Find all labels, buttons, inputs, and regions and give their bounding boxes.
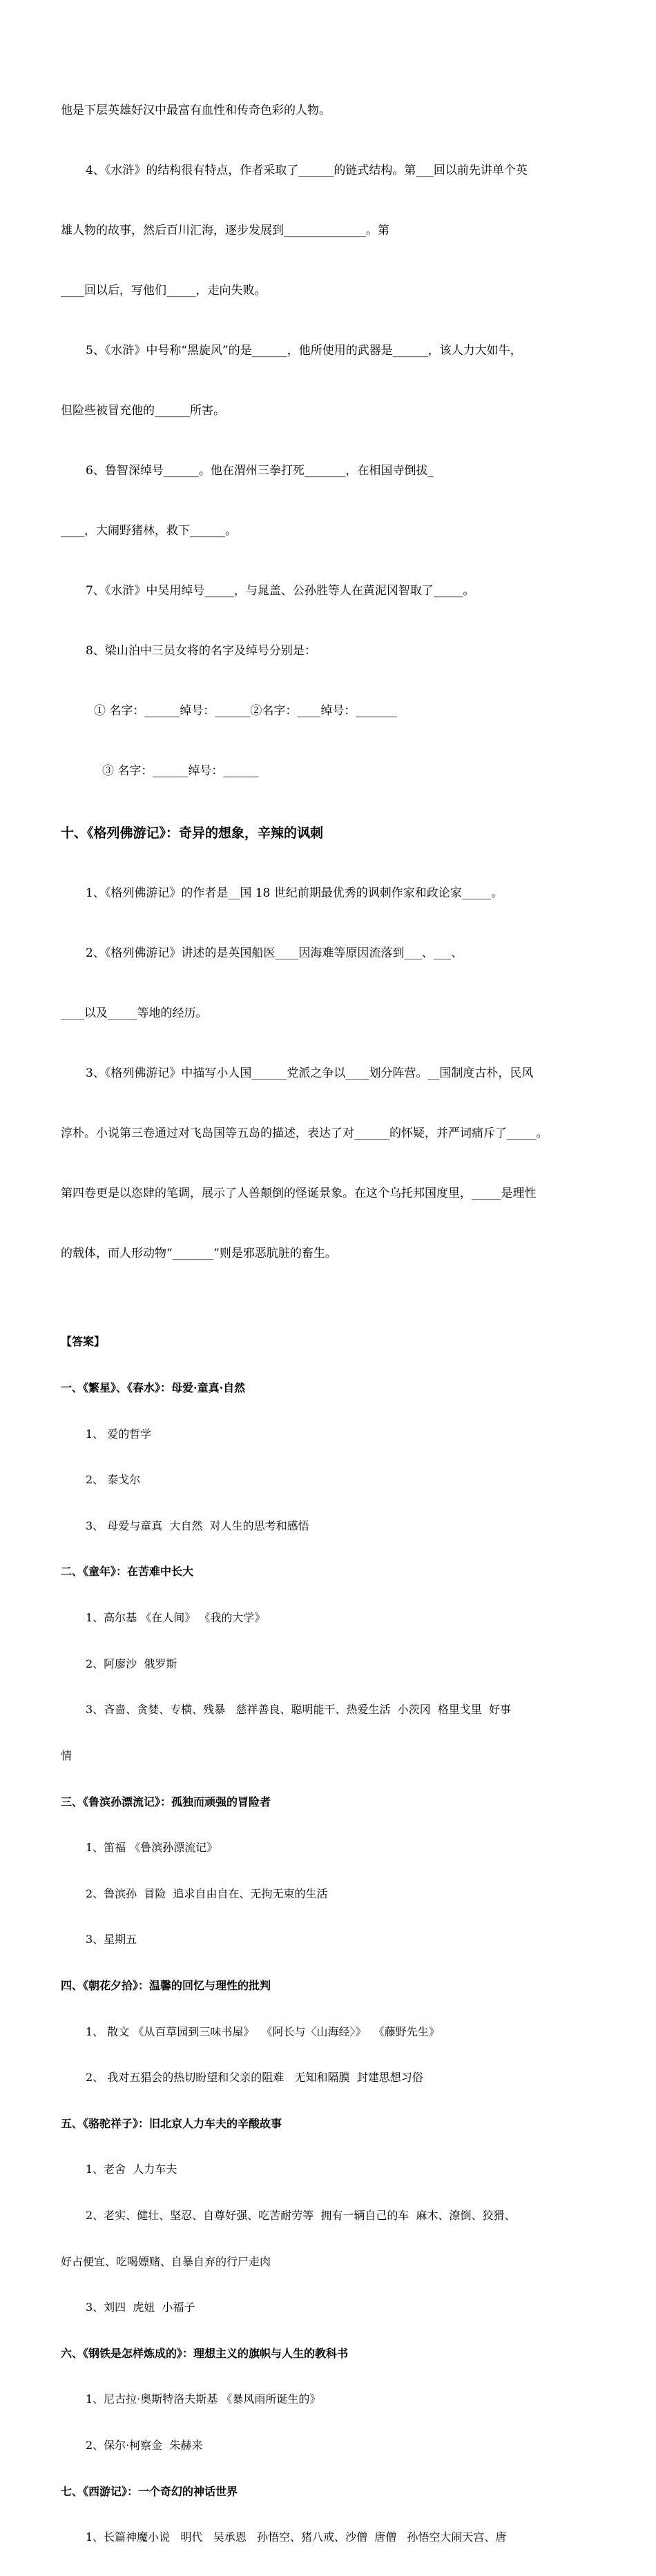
answer-heading: 一、《繁星》、《春水》：母爱·童真·自然 (61, 1381, 246, 1395)
answer-line: 3、星期五 (86, 1933, 137, 1946)
answer-heading: 五、《骆驼祥子》：旧北京人力车夫的辛酸故事 (61, 2116, 282, 2130)
answer-line: 3、 母爱与童真 大自然 对人生的思考和感悟 (86, 1519, 309, 1532)
answer-line: 2、保尔·柯察金 朱赫来 (86, 2439, 203, 2452)
question-line: ____以及_____等地的经历。 (61, 1006, 208, 1020)
answer-line: 2、老实、健壮、坚忍、自尊好强、吃苦耐劳等 拥有一辆自己的车 麻木、潦倒、狡猾、 (86, 2208, 516, 2222)
question-line: 7、《水浒》中吴用绰号_____，与晁盖、公孙胜等人在黄泥冈智取了_____。 (86, 584, 475, 598)
question-line: ____回以后，写他们_____，走向失败。 (61, 284, 267, 297)
answer-line: 3、吝啬、贪婪、专横、残暴 慈祥善良、聪明能干、热爱生活 小茨冈 格里戈里 好事 (86, 1703, 511, 1717)
answer-line: 2、鲁滨孙 冒险 追求自由自在、无拘无束的生活 (86, 1886, 328, 1900)
question-line: 第四卷更是以恣肆的笔调，展示了人兽颠倒的怪诞景象。在这个乌托邦国度里，_____是理性 (61, 1187, 537, 1200)
question-line: 淳朴。小说第三卷通过对飞岛国等五岛的描述，表达了对______的怀疑，并严词痛斥了_____。 (61, 1126, 548, 1140)
answer-heading: 二、《童年》：在苦难中长大 (61, 1565, 194, 1579)
answer-line: 2、阿廖沙 俄罗斯 (86, 1657, 177, 1670)
answer-line: 2、 我对五猖会的热切盼望和父亲的阻难 无知和隔膜 封建思想习俗 (86, 2071, 423, 2085)
answer-heading: 四、《朝花夕拾》：温馨的回忆与理性的批判 (61, 1978, 271, 1992)
answer-line: 1、尼古拉·奥斯特洛夫斯基 《暴风雨所诞生的》 (86, 2392, 321, 2406)
questions-block (61, 61, 606, 821)
answer-heading: 六、《钢铁是怎样炼成的》：理想主义的旗帜与人生的教科书 (61, 2346, 349, 2360)
question-line: 的载体，而人形动物“_______”则是邪恶肮脏的畜生。 (61, 1247, 337, 1260)
question-line: ③ 名字：______绰号：______ (102, 764, 259, 778)
question-line: 4、《水浒》的结构很有特点，作者采取了______的链式结构。第___回以前先讲单个英 (86, 164, 528, 177)
question-line: ____，大闹野猪林，救下______。 (61, 524, 237, 538)
answer-heading: 三、《鲁滨孙漂流记》：孤独而顽强的冒险者 (61, 1795, 271, 1808)
answers-title: 【答案】 (61, 1335, 106, 1349)
question-line: 2、《格列佛游记》讲述的是英国船医____因海难等原因流落到___、___、 (86, 946, 463, 960)
question-line: 8、梁山泊中三员女将的名字及绰号分别是： (86, 644, 316, 658)
answer-line: 1、老舍 人力车夫 (86, 2163, 177, 2176)
section-heading: 十、《格列佛游记》：奇异的想象，辛辣的讽刺 (61, 826, 324, 841)
question-line: 5、《水浒》中号称“黑旋风”的是______，他所使用的武器是______，该人力大如牛， (86, 344, 522, 358)
answer-line: 1、长篇神魔小说 明代 吴承恩 孙悟空、猪八戒、沙僧 唐僧 孙悟空大闹天宫、唐 (86, 2530, 507, 2544)
answer-line: 1、 散文 《从百草园到三味书屋》 《阿长与〈山海经〉》 《藤野先生》 (86, 2024, 440, 2038)
question-line: 雄人物的故事，然后百川汇海，逐步发展到______________。第 (61, 224, 389, 237)
question-line: 1、《格列佛游记》的作者是__国 18 世纪前期最优秀的讽刺作家和政论家_____。 (86, 886, 503, 900)
section10-block (61, 843, 606, 1304)
question-line: ① 名字：______绰号：______②名字：____绰号：_______ (94, 704, 397, 718)
answer-line: 1、高尔基 《在人间》 《我的大学》 (86, 1611, 266, 1625)
answer-line: 好占便宜、吃喝嫖赌、自暴自弃的行尸走肉 (61, 2254, 271, 2268)
answer-line: 1、 爱的哲学 (86, 1427, 152, 1441)
answers-block (61, 1304, 606, 2576)
answer-line: 3、刘四 虎妞 小福子 (86, 2301, 195, 2314)
question-line: 3、《格列佛游记》中描写小人国______党派之争以____划分阵营。__国制度古朴，民风 (86, 1066, 534, 1080)
answer-heading: 七、《西游记》：一个奇幻的神话世界 (61, 2484, 238, 2498)
question-line: 但险些被冒充他的______所害。 (61, 404, 225, 418)
document-page (61, 61, 606, 2576)
question-line: 6、鲁智深绰号______。他在渭州三拳打死_______，在相国寺倒拔_ (86, 464, 434, 478)
answer-line: 2、 泰戈尔 (86, 1473, 141, 1487)
question-line: 他是下层英雄好汉中最富有血性和传奇色彩的人物。 (61, 104, 331, 117)
answer-line: 1、笛福 《鲁滨孙漂流记》 (86, 1841, 218, 1855)
answer-line: 情 (61, 1748, 73, 1762)
